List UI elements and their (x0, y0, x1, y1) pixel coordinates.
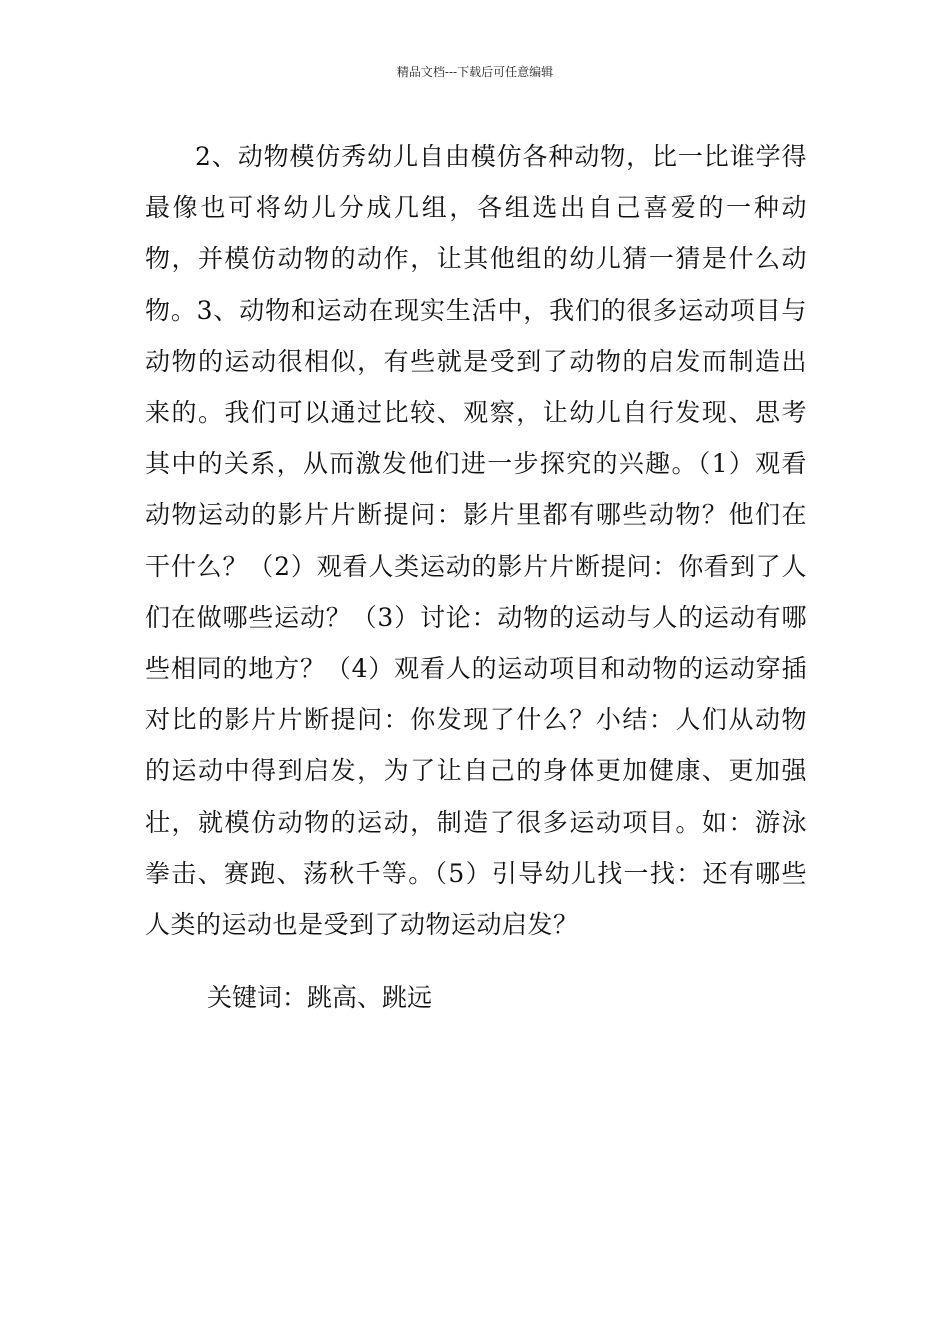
page-header: 精品文档---下载后可任意编辑 (396, 65, 554, 79)
body-paragraph: 2、动物模仿秀幼儿自由模仿各种动物，比一比谁学得最像也可将幼儿分成几组，各组选出自己喜爱的一种动物，并模仿动物的动作，让其他组的幼儿猜一猜是什么动物。3、动物和运动在现实生活中，我们的很多运动项目与动物的运动很相似，有些就是受到了动物的启发而制造出来的。我们可以通过比较、观察，让幼儿自行发现、思考其中的关系，从而激发他们进一步探究的兴趣。（1）观看动物运动的影片片断提问：影片里都有哪些动物？他们在干什么？（2）观看人类运动的影片片断提问：你看到了人们在做哪些运动？（3）讨论：动物的运动与人的运动有哪些相同的地方？（4）观看人的运动项目和动物的运动穿插对比的影片片断提问：你发现了什么？小结：人们从动物的运动中得到启发，为了让自己的身体更加健康、更加强壮，就模仿动物的运动，制造了很多运动项目。如：游泳拳击、赛跑、荡秋千等。（5）引导幼儿找一找：还有哪些人类的运动也是受到了动物运动启发？ (145, 142, 807, 940)
keywords-line: 关键词：跳高、跳远 (207, 983, 433, 1012)
